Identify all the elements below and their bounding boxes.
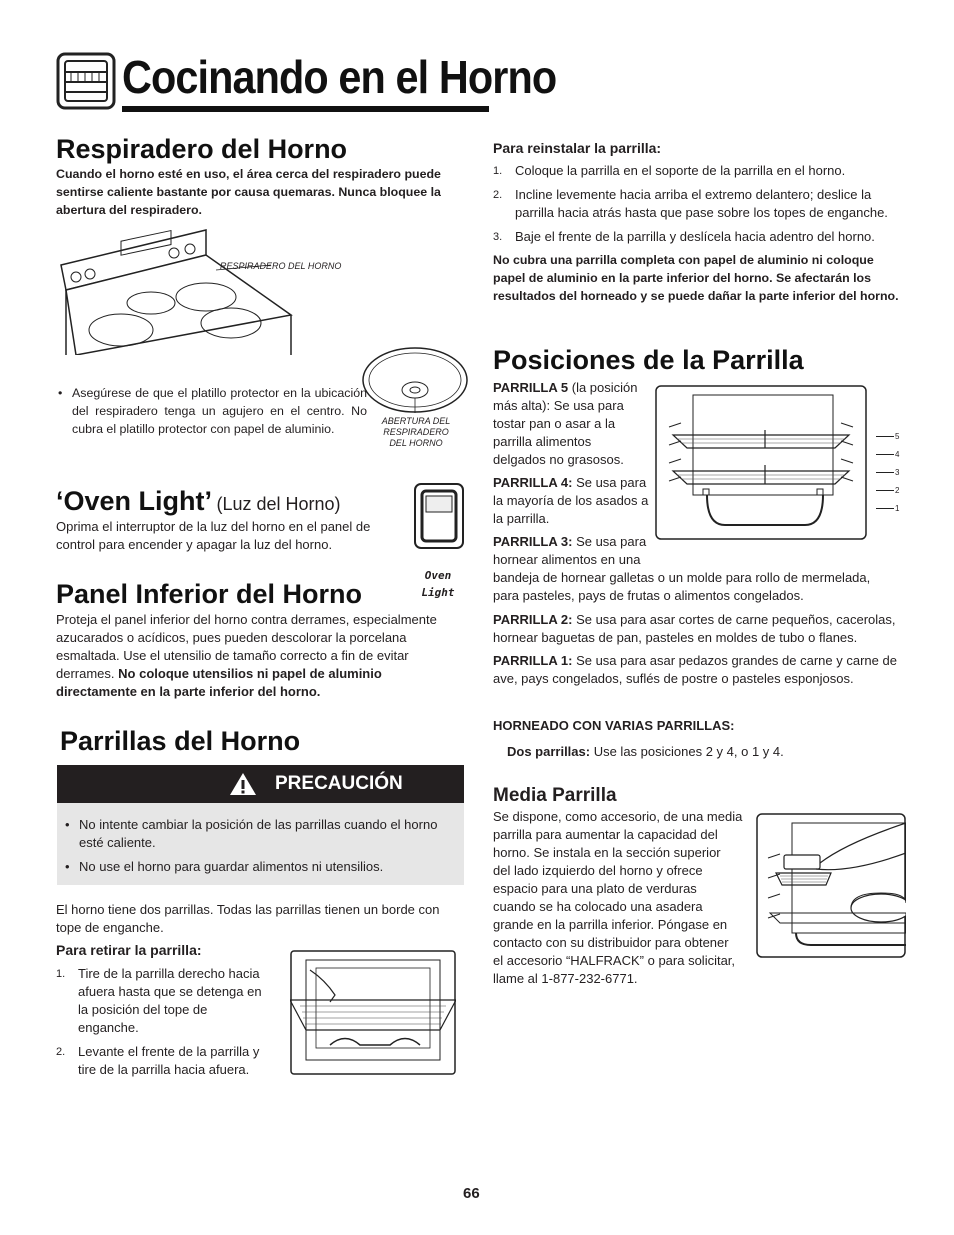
p2-label: PARRILLA 2: bbox=[493, 612, 573, 627]
rack-marker bbox=[876, 508, 894, 509]
page-number: 66 bbox=[463, 1185, 480, 1202]
oven-light-switch-icon bbox=[413, 482, 465, 550]
multi-rack-text bbox=[507, 743, 784, 761]
oven-light-title: ‘Oven Light’ bbox=[56, 486, 213, 516]
p4-line3: la parrilla. bbox=[493, 511, 550, 526]
bottom-panel-body: Proteja el panel inferior del horno contra derrames, especialmente azucarados o acídicos, pues pueden descolorar la porcelana esmaltada. Use el utensilio de tamaño correcto a fin de evitar derrames. bbox=[56, 612, 437, 681]
p1-block bbox=[493, 652, 903, 688]
range-illustration bbox=[56, 225, 356, 355]
half-rack-illustration bbox=[756, 813, 906, 958]
rack-marker bbox=[876, 490, 894, 491]
p1-text: Se usa para asar pedazos grandes de carne y carne de ave, pays congelados, suflés de postre o pasteles esponjosos. bbox=[493, 653, 897, 686]
rack-number: 5 bbox=[895, 432, 900, 441]
p3-line3: bandeja de hornear galletas o un molde para rollo de mermelada, bbox=[493, 570, 871, 585]
reinstall-step-text: Incline levemente hacia arriba el extremo delantero; deslice la parrilla hacia atrás hasta que pase sobre los topes de enganche. bbox=[515, 187, 888, 220]
remove-step: 2. Levante el frente de la parrilla y tire de la parrilla hacia afuera. bbox=[56, 1044, 260, 1077]
vent-cover-illustration bbox=[360, 345, 470, 415]
oven-icon bbox=[56, 52, 116, 110]
reinstall-step: 2. Incline levemente hacia arriba el extremo delantero; deslice la parrilla hacia atrás hasta que pase sobre los topes de enganche. bbox=[493, 187, 888, 220]
section-title-positions: Posiciones de la Parrilla bbox=[493, 345, 804, 375]
p4-label: PARRILLA 4: bbox=[493, 475, 573, 490]
rack-number: 3 bbox=[895, 468, 900, 477]
caution-item: • No intente cambiar la posición de las parrillas cuando el horno esté caliente. bbox=[65, 816, 450, 852]
half-rack-line: grande en la parrilla inferior. Póngase en bbox=[493, 917, 728, 932]
caution-title: PRECAUCIÓN bbox=[275, 773, 403, 794]
abertura-label-line1: ABERTURA DEL bbox=[381, 416, 451, 426]
half-rack-line: contacto con su distribuidor para obtener bbox=[493, 935, 729, 950]
bottom-panel-bold: No coloque utensilios ni papel de aluminio directamente en la parte inferior del horno. bbox=[56, 666, 382, 699]
abertura-label-line3: DEL HORNO bbox=[389, 438, 443, 448]
multi-rack-value: Use las posiciones 2 y 4, o 1 y 4. bbox=[590, 744, 784, 759]
rack-number-markers bbox=[876, 432, 906, 522]
p4-text-a: Se usa para bbox=[572, 475, 647, 490]
remove-rack-title: Para retirar la parrilla: bbox=[56, 942, 202, 958]
p5-text-b: más alta) bbox=[493, 398, 547, 413]
p2-block bbox=[493, 611, 903, 647]
caution-header bbox=[57, 765, 464, 803]
half-rack-line: del lado izquierdo del horno y ofrece bbox=[493, 863, 703, 878]
vent-bullet bbox=[58, 384, 367, 438]
caution-list bbox=[57, 803, 464, 876]
multi-rack-label: Dos parrillas: bbox=[507, 744, 591, 759]
p3-label: PARRILLA 3: bbox=[493, 534, 573, 549]
caution-item: • No use el horno para guardar alimentos ni utensilios. bbox=[65, 858, 450, 876]
oven-light-switch-label bbox=[412, 567, 464, 601]
half-rack-line: horno. Se instala en la sección superior bbox=[493, 845, 721, 860]
vent-bullet-text: Asegúrese de que el platillo protector en la ubicación del respiradero tenga un agujero en el centro. No cubra el platillo protector con papel de aluminio. bbox=[72, 386, 367, 436]
reinstall-step-text: Coloque la parrilla en el soporte de la parrilla en el horno. bbox=[515, 163, 846, 178]
rack-number: 2 bbox=[895, 486, 900, 495]
rack-number: 4 bbox=[895, 450, 900, 459]
abertura-label-line2: RESPIRADERO bbox=[383, 427, 449, 437]
half-rack-line: llame al 1-877-232-6771. bbox=[493, 971, 638, 986]
p5-block bbox=[493, 379, 653, 469]
p5-line3: tostar pan o asar a la bbox=[493, 416, 616, 431]
p5-label: PARRILLA 5 bbox=[493, 380, 569, 395]
reinstall-steps bbox=[493, 162, 903, 246]
half-rack-line: parrilla para aumentar la capacidad del bbox=[493, 827, 718, 842]
section-title-bottom-panel: Panel Inferior del Horno bbox=[56, 579, 363, 609]
p2-text: Se usa para asar cortes de carne pequeños, cacerolas, hornear baguetas de pan, pasteles en moldes de tubo o flanes. bbox=[493, 612, 896, 645]
oven-light-text: Oprima el interruptor de la luz del horno en el panel de control para encender y apagar la luz del horno. bbox=[56, 519, 371, 552]
caution-box bbox=[57, 765, 464, 885]
reinstall-step-text: Baje el frente de la parrilla y deslícela hacia adentro del horno. bbox=[515, 229, 875, 244]
p5-text-c: : Se usa para bbox=[546, 398, 624, 413]
p5-line1 bbox=[493, 379, 653, 397]
bottom-panel-text bbox=[56, 611, 456, 701]
remove-step-text: Tire de la parrilla derecho hacia afuera hasta que se detenga en la posición del tope de enganche. bbox=[78, 966, 262, 1035]
title-underline bbox=[122, 106, 489, 112]
p4-line1 bbox=[493, 474, 653, 492]
p3-line4: para pasteles, pays de frutas o alimentos congelados. bbox=[493, 588, 804, 603]
half-rack-line: cuando se ha colocado una asadera bbox=[493, 899, 703, 914]
rack-marker bbox=[876, 472, 894, 473]
p4-line2: la mayoría de los asados a bbox=[493, 493, 649, 508]
section-title-oven-light bbox=[56, 486, 341, 516]
p5-line4: parrilla alimentos bbox=[493, 434, 592, 449]
reinstall-step: 1. Coloque la parrilla en el soporte de la parrilla en el horno. bbox=[493, 163, 846, 178]
page-title: Cocinando en el Horno bbox=[122, 51, 557, 103]
p3-line2: hornear alimentos en una bbox=[493, 552, 641, 567]
p5-line5: delgados no grasosos. bbox=[493, 452, 624, 467]
half-rack-line: Se dispone, como accesorio, de una media bbox=[493, 809, 743, 824]
reinstall-warning: No cubra una parrilla completa con papel de aluminio ni coloque papel de aluminio en la parte inferior del horno. Se afectarán los resultados del horneado y se puede dañar la parte inferior del horno. bbox=[493, 253, 899, 303]
section-title-half-rack: Media Parrilla bbox=[493, 785, 617, 806]
half-rack-line: el accesorio “HALFRACK” o para solicitar, bbox=[493, 953, 736, 968]
racks-intro: El horno tiene dos parrillas. Todas las parrillas tienen un borde con tope de enganche. bbox=[56, 902, 440, 935]
p5-line2 bbox=[493, 397, 653, 415]
vent-figure-label: RESPIRADERO DEL HORNO bbox=[220, 261, 342, 271]
reinstall-title: Para reinstalar la parrilla: bbox=[493, 140, 662, 156]
half-rack-text bbox=[493, 808, 753, 988]
switch-label-line2: Light bbox=[421, 586, 455, 599]
multi-rack-title: HORNEADO CON VARIAS PARRILLAS: bbox=[493, 718, 735, 733]
p5-text-a: (la posición bbox=[568, 380, 638, 395]
p3-block bbox=[493, 533, 903, 605]
warning-triangle-icon bbox=[229, 772, 257, 796]
abertura-label bbox=[368, 416, 464, 449]
oven-light-subtitle: (Luz del Horno) bbox=[216, 494, 341, 514]
p1-label: PARRILLA 1: bbox=[493, 653, 573, 668]
section-title-racks: Parrillas del Horno bbox=[60, 726, 301, 756]
reinstall-step: 3. Baje el frente de la parrilla y deslícela hacia adentro del horno. bbox=[493, 229, 875, 244]
vent-warning: Cuando el horno esté en uso, el área cerca del respiradero puede sentirse caliente bastante por causa quemaras. Nunca bloquee la abertura del respiradero. bbox=[56, 167, 441, 217]
remove-step: 1. Tire de la parrilla derecho hacia afuera hasta que se detenga en la posición del tope de enganche. bbox=[56, 966, 262, 1035]
switch-label-line1: Oven bbox=[424, 569, 452, 582]
rack-number: 1 bbox=[895, 504, 900, 513]
remove-rack-illustration bbox=[290, 950, 456, 1075]
remove-steps bbox=[56, 965, 268, 1079]
half-rack-line: espacio para una plato de verduras bbox=[493, 881, 697, 896]
rack-positions-illustration bbox=[655, 385, 867, 540]
remove-step-text: Levante el frente de la parrilla y tire de la parrilla hacia afuera. bbox=[78, 1044, 260, 1077]
rack-marker bbox=[876, 436, 894, 437]
p4-block bbox=[493, 474, 653, 528]
p3-text-a: Se usa para bbox=[572, 534, 647, 549]
rack-marker bbox=[876, 454, 894, 455]
section-title-vent: Respiradero del Horno bbox=[56, 134, 348, 164]
